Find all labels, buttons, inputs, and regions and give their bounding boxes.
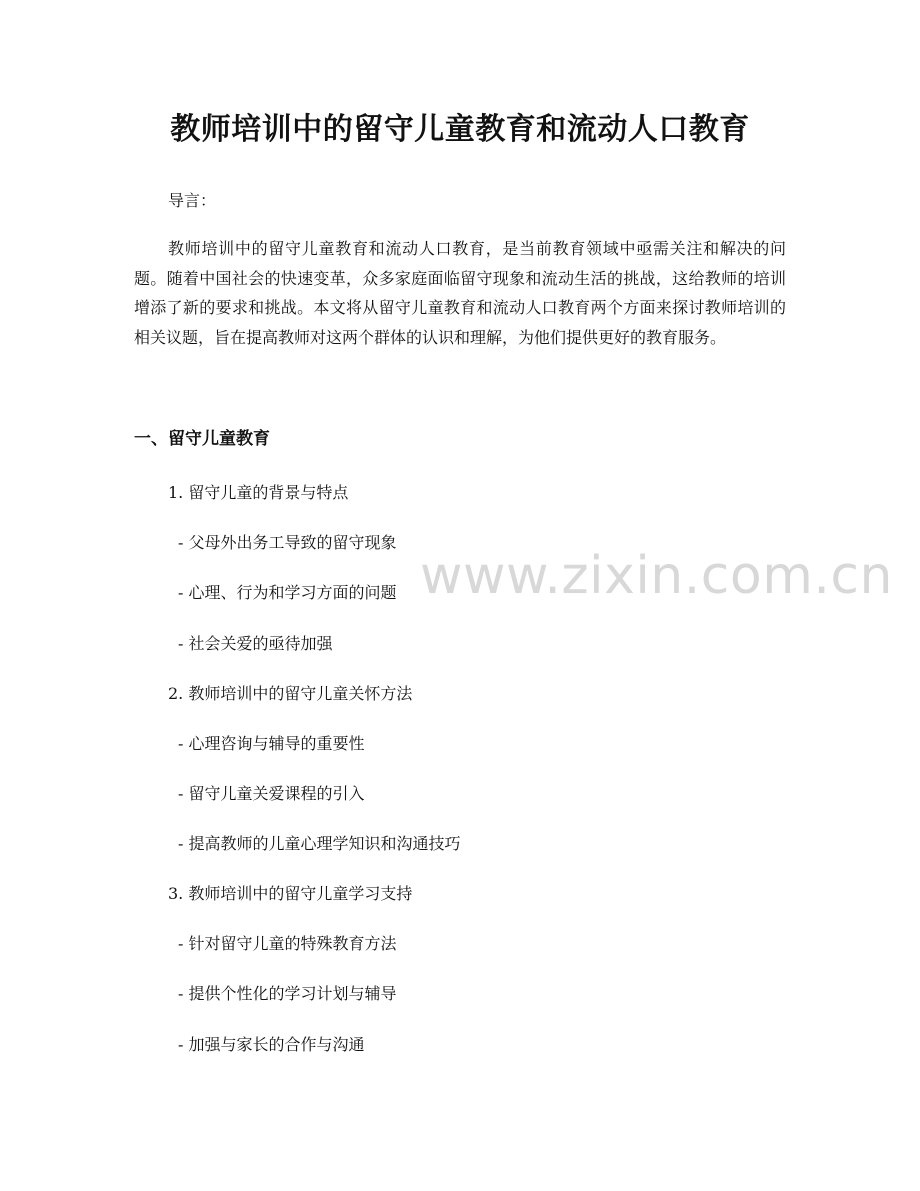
document-title: 教师培训中的留守儿童教育和流动人口教育: [170, 112, 750, 147]
outline-item-label: 2. 教师培训中的留守儿童关怀方法: [168, 684, 413, 703]
outline-point: - 加强与家长的合作与沟通: [178, 1035, 365, 1054]
outline-point: - 提高教师的儿童心理学知识和沟通技巧: [178, 834, 461, 853]
outline-point: - 父母外出务工导致的留守现象: [178, 533, 397, 552]
intro-label: 导言：: [168, 191, 217, 210]
outline-item-label: 1. 留守儿童的背景与特点: [168, 483, 349, 502]
outline-point: - 社会关爱的亟待加强: [178, 634, 333, 653]
section-heading: 一、留守儿童教育: [134, 429, 270, 449]
watermark: www.zixin.com.cn: [420, 546, 893, 606]
outline-point: - 针对留守儿童的特殊教育方法: [178, 934, 397, 953]
outline-point: - 心理、行为和学习方面的问题: [178, 583, 397, 602]
outline-item-label: 3. 教师培训中的留守儿童学习支持: [168, 884, 413, 903]
intro-paragraph: 教师培训中的留守儿童教育和流动人口教育，是当前教育领域中亟需关注和解决的问题。随着中国社会的快速变革，众多家庭面临留守现象和流动生活的挑战，这给教师的培训增添了新的要求和挑战。本文将从留守儿童教育和流动人口教育两个方面来探讨教师培训的相关议题，旨在提高教师对这两个群体的认识和理解，为他们提供更好的教育服务。: [134, 239, 786, 347]
outline-point: - 留守儿童关爱课程的引入: [178, 784, 365, 803]
outline-point: - 心理咨询与辅导的重要性: [178, 734, 365, 753]
outline-point: - 提供个性化的学习计划与辅导: [178, 984, 397, 1003]
